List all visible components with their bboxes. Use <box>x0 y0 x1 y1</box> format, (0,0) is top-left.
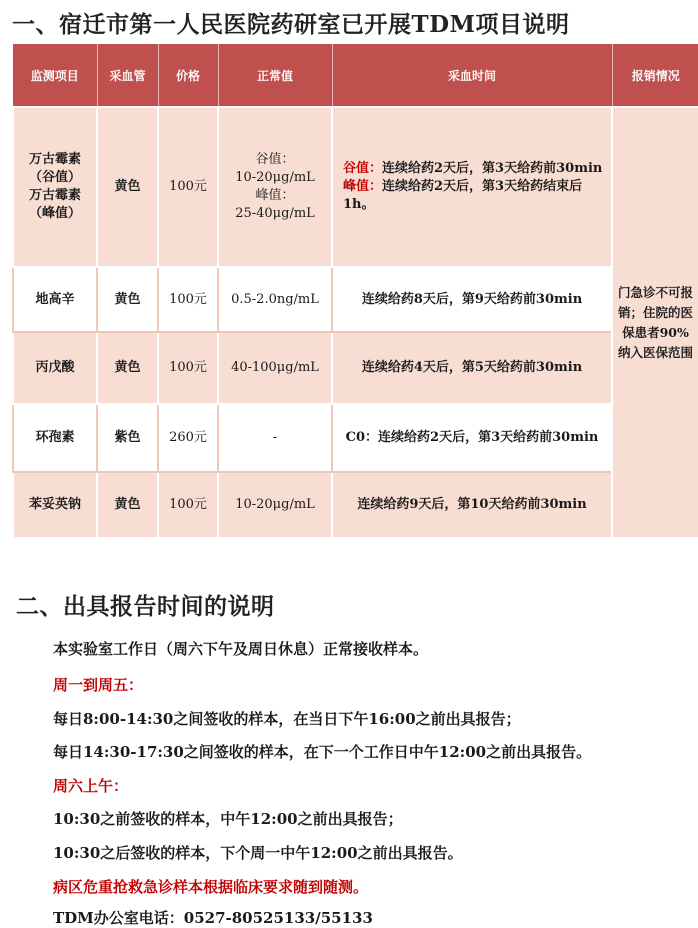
header-normal: 正常值 <box>218 44 332 107</box>
header-reimbursement: 报销情况 <box>612 44 698 107</box>
reimbursement-cell: 门急诊不可报销；住院的医保患者90%纳入医保范围 <box>612 107 698 538</box>
table-row <box>13 267 698 332</box>
row-item: 地高辛 <box>13 267 97 332</box>
row-price: 100元 <box>158 267 218 332</box>
row-item: 苯妥英钠 <box>13 472 97 538</box>
report-intro: 本实验室工作日（周六下午及周日休息）正常接收样本。 <box>53 640 429 658</box>
row-tube: 黄色 <box>97 267 158 332</box>
row-tube: 黄色 <box>97 107 158 267</box>
row-time: 连续给药9天后，第10天给药前30min <box>332 472 612 538</box>
row-normal: - <box>218 404 332 472</box>
weekday-line-1: 每日8:00-14:30之间签收的样本，在当日下午16:00之前出具报告； <box>53 710 521 728</box>
row-price: 100元 <box>158 107 218 267</box>
row-tube: 黄色 <box>97 472 158 538</box>
row-item: 丙戊酸 <box>13 332 97 404</box>
saturday-line-2: 10:30之后签收的样本，下个周一中午12:00之前出具报告。 <box>53 844 463 862</box>
table-header-row <box>13 44 698 107</box>
row-time: 连续给药4天后，第5天给药前30min <box>332 332 612 404</box>
row-item: 万古霉素 （谷值） 万古霉素 （峰值） <box>13 107 97 267</box>
emergency-note: 病区危重抢救急诊样本根据临床要求随到随测。 <box>53 878 369 896</box>
trough-label: 谷值： <box>343 161 383 176</box>
row-tube: 黄色 <box>97 332 158 404</box>
row-normal: 谷值： 10-20μg/mL 峰值： 25-40μg/mL <box>218 107 332 267</box>
row-normal: 10-20μg/mL <box>218 472 332 538</box>
row-time: 谷值：连续给药2天后，第3天给药前30min 峰值：连续给药2天后，第3天给药结束后1h。 <box>332 107 612 267</box>
row-item: 环孢素 <box>13 404 97 472</box>
section-1-title: 一、宿迁市第一人民医院药研室已开展TDM项目说明 <box>12 11 570 38</box>
row-time: C0：连续给药2天后，第3天给药前30min <box>332 404 612 472</box>
peak-label: 峰值： <box>343 179 383 194</box>
row-price: 100元 <box>158 472 218 538</box>
header-item: 监测项目 <box>13 44 97 107</box>
office-phone: TDM办公室电话：0527-80525133/55133 <box>53 909 373 927</box>
table-row <box>13 472 698 538</box>
tdm-project-table <box>12 44 698 539</box>
saturday-line-1: 10:30之前签收的样本，中午12:00之前出具报告； <box>53 810 403 828</box>
row-tube: 紫色 <box>97 404 158 472</box>
row-price: 100元 <box>158 332 218 404</box>
row-price: 260元 <box>158 404 218 472</box>
header-price: 价格 <box>158 44 218 107</box>
weekday-heading: 周一到周五： <box>53 676 144 694</box>
header-time: 采血时间 <box>332 44 612 107</box>
table-row <box>13 404 698 472</box>
section-2-title: 二、出具报告时间的说明 <box>16 593 275 620</box>
row-normal: 40-100μg/mL <box>218 332 332 404</box>
table-row <box>13 107 698 267</box>
header-tube: 采血管 <box>97 44 158 107</box>
saturday-heading: 周六上午： <box>53 777 129 795</box>
row-time: 连续给药8天后，第9天给药前30min <box>332 267 612 332</box>
table-row <box>13 332 698 404</box>
weekday-line-2: 每日14:30-17:30之间签收的样本，在下一个工作日中午12:00之前出具报告。 <box>53 743 592 761</box>
row-normal: 0.5-2.0ng/mL <box>218 267 332 332</box>
